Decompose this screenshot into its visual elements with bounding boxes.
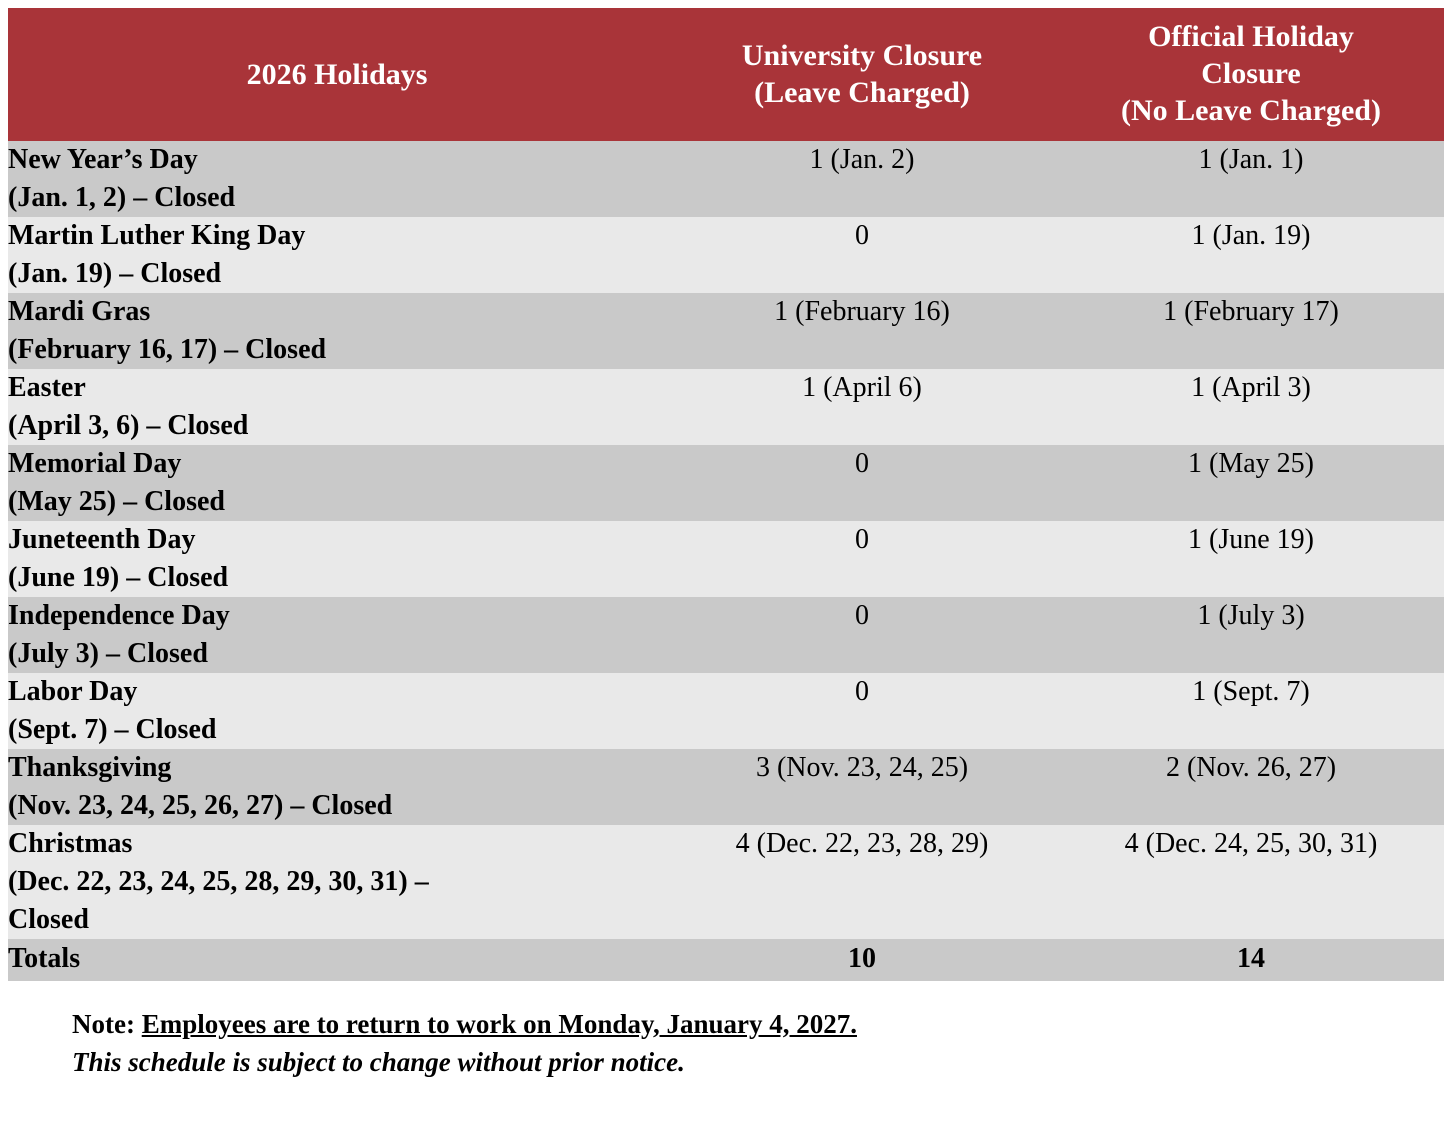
table-row xyxy=(8,521,1444,597)
footnote-return-statement: Employees are to return to work on Monday, January 4, 2027. xyxy=(141,1009,857,1039)
table-row xyxy=(8,217,1444,293)
table-row xyxy=(8,445,1444,521)
university-closure-cell: 1 (February 16) xyxy=(666,293,1058,369)
university-closure-cell: 0 xyxy=(666,521,1058,597)
holiday-name-cell xyxy=(8,369,666,445)
table-row xyxy=(8,825,1444,939)
holiday-name-line1: Independence Day xyxy=(8,600,230,631)
official-closure-cell: 1 (Jan. 19) xyxy=(1058,217,1444,293)
footnote-label: Note: xyxy=(72,1009,142,1039)
holiday-name-line1: Labor Day xyxy=(8,676,138,707)
holiday-name-line1: Mardi Gras xyxy=(8,296,151,327)
holiday-name-line1: Memorial Day xyxy=(8,448,182,479)
holiday-name-line2: (Jan. 19) – Closed xyxy=(8,258,222,289)
totals-official-value: 14 xyxy=(1058,939,1444,981)
holiday-name-line2: (February 16, 17) – Closed xyxy=(8,334,327,365)
table-row xyxy=(8,369,1444,445)
holiday-name-line1: Martin Luther King Day xyxy=(8,220,306,251)
holiday-name-line2: (Nov. 23, 24, 25, 26, 27) – Closed xyxy=(8,790,393,821)
table-header-row xyxy=(8,8,1444,141)
holiday-name-line1: Easter xyxy=(8,372,86,403)
official-closure-cell: 1 (July 3) xyxy=(1058,597,1444,673)
table-body xyxy=(8,141,1444,981)
holiday-name-cell xyxy=(8,597,666,673)
column-header-official-line1: Official Holiday xyxy=(1148,20,1354,53)
university-closure-cell: 0 xyxy=(666,597,1058,673)
holiday-schedule-table xyxy=(8,8,1444,981)
table-header xyxy=(8,8,1444,141)
holiday-name-cell xyxy=(8,141,666,217)
university-closure-cell: 3 (Nov. 23, 24, 25) xyxy=(666,749,1058,825)
column-header-official-line3: (No Leave Charged) xyxy=(1121,94,1381,127)
holiday-name-line2: (Dec. 22, 23, 24, 25, 28, 29, 30, 31) – xyxy=(8,866,429,897)
column-header-university-line2: (Leave Charged) xyxy=(754,75,970,109)
holiday-name-line2: (July 3) – Closed xyxy=(8,638,208,669)
holiday-name-cell xyxy=(8,521,666,597)
footnote-line-2: This schedule is subject to change without prior notice. xyxy=(72,1047,685,1077)
holiday-name-line1: New Year’s Day xyxy=(8,144,198,175)
holiday-name-cell xyxy=(8,749,666,825)
footnote xyxy=(72,1007,1446,1079)
holiday-name-line2: (May 25) – Closed xyxy=(8,486,225,517)
official-closure-cell: 4 (Dec. 24, 25, 30, 31) xyxy=(1058,825,1444,939)
university-closure-cell: 0 xyxy=(666,445,1058,521)
official-closure-cell: 2 (Nov. 26, 27) xyxy=(1058,749,1444,825)
table-row xyxy=(8,293,1444,369)
totals-row xyxy=(8,939,1444,981)
official-closure-cell: 1 (May 25) xyxy=(1058,445,1444,521)
holiday-name-cell xyxy=(8,673,666,749)
table-row xyxy=(8,141,1444,217)
official-closure-cell: 1 (April 3) xyxy=(1058,369,1444,445)
column-header-university-closure xyxy=(666,8,1058,141)
column-header-holidays xyxy=(8,8,666,141)
holiday-name-line2: (Jan. 1, 2) – Closed xyxy=(8,182,236,213)
table-row xyxy=(8,673,1444,749)
official-closure-cell: 1 (Jan. 1) xyxy=(1058,141,1444,217)
column-header-official-line2: Closure xyxy=(1201,57,1301,90)
holiday-name-cell xyxy=(8,217,666,293)
official-closure-cell: 1 (February 17) xyxy=(1058,293,1444,369)
table-row xyxy=(8,597,1444,673)
holiday-name-line1: Juneteenth Day xyxy=(8,524,196,555)
holiday-name-cell xyxy=(8,445,666,521)
holiday-name-line3: Closed xyxy=(8,904,89,935)
totals-university-value: 10 xyxy=(666,939,1058,981)
footnote-line-1 xyxy=(72,1007,1446,1041)
university-closure-cell: 0 xyxy=(666,217,1058,293)
official-closure-cell: 1 (June 19) xyxy=(1058,521,1444,597)
university-closure-cell: 1 (April 6) xyxy=(666,369,1058,445)
column-header-university-line1: University Closure xyxy=(741,38,983,72)
holiday-name-line1: Thanksgiving xyxy=(8,752,172,783)
holiday-name-line2: (June 19) – Closed xyxy=(8,562,229,593)
university-closure-cell: 1 (Jan. 2) xyxy=(666,141,1058,217)
totals-label: Totals xyxy=(8,939,666,981)
column-header-holidays-label: 2026 Holidays xyxy=(246,58,428,91)
holiday-name-cell xyxy=(8,293,666,369)
column-header-official-closure xyxy=(1058,8,1444,141)
university-closure-cell: 4 (Dec. 22, 23, 28, 29) xyxy=(666,825,1058,939)
holiday-name-line2: (Sept. 7) – Closed xyxy=(8,714,217,745)
official-closure-cell: 1 (Sept. 7) xyxy=(1058,673,1444,749)
table-row xyxy=(8,749,1444,825)
holiday-schedule-page xyxy=(0,8,1446,1124)
university-closure-cell: 0 xyxy=(666,673,1058,749)
holiday-name-cell xyxy=(8,825,666,939)
holiday-name-line2: (April 3, 6) – Closed xyxy=(8,410,249,441)
holiday-name-line1: Christmas xyxy=(8,828,133,859)
